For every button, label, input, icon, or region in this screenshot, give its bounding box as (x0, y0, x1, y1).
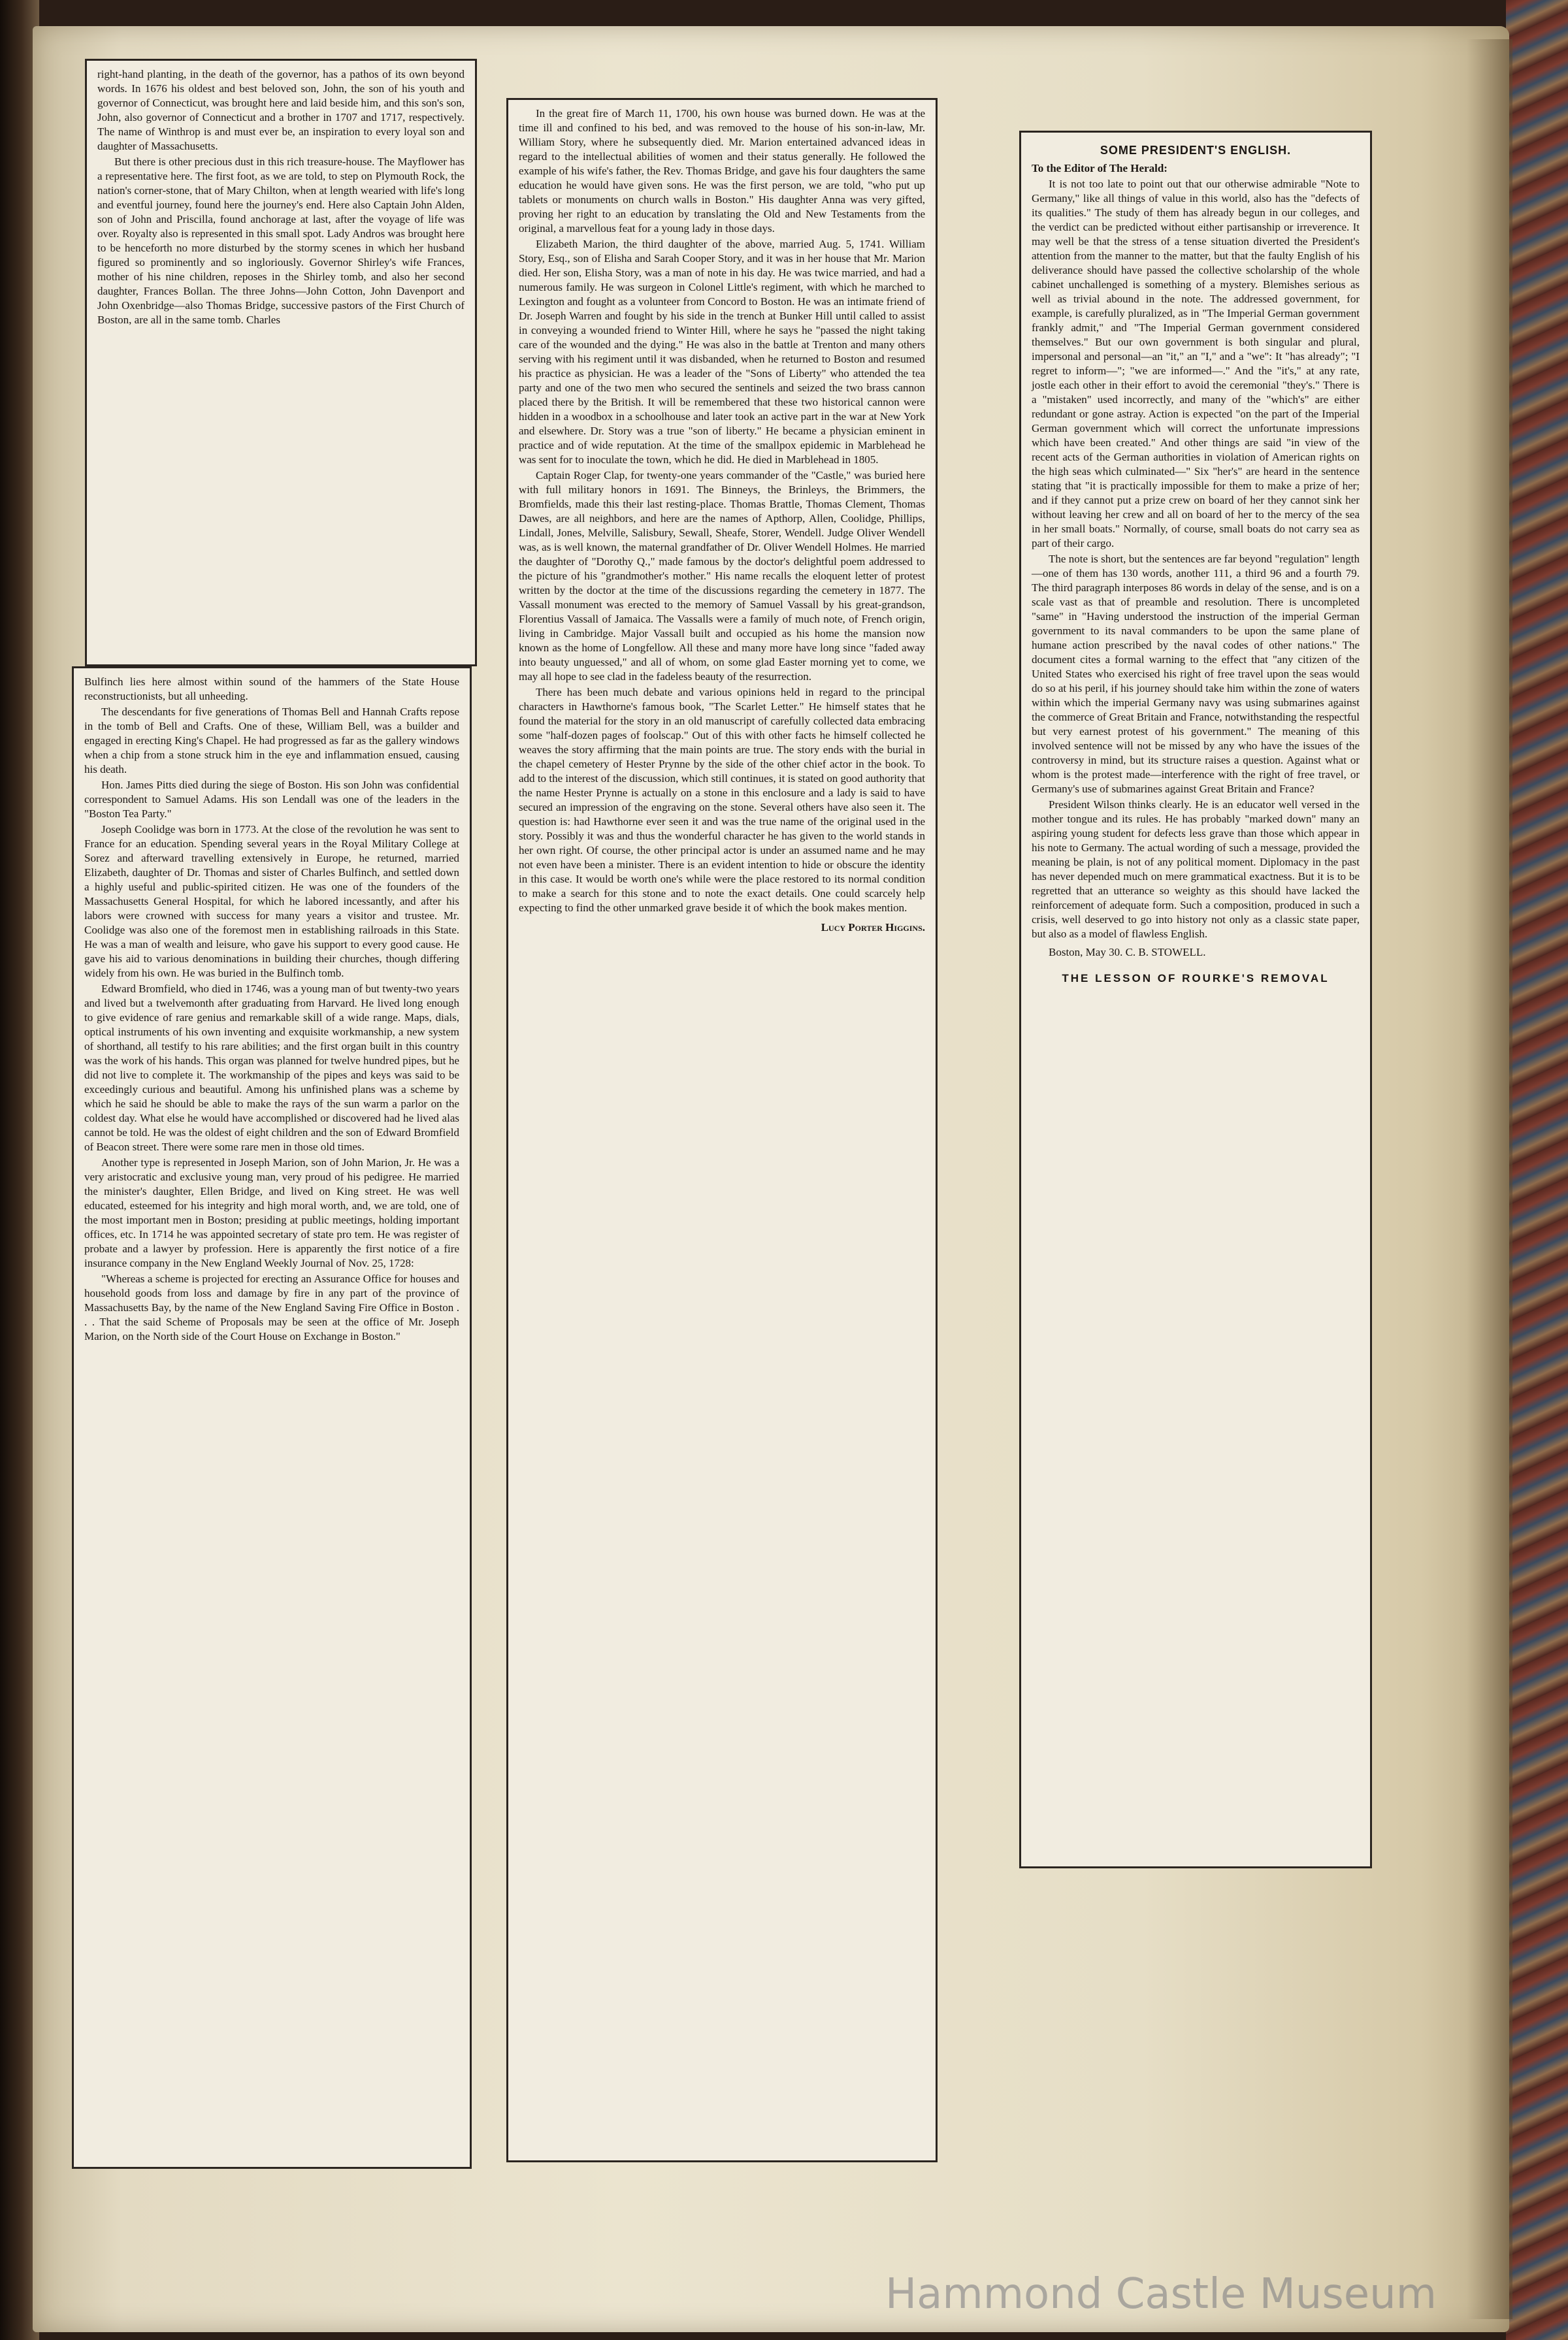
clipping-d-dateline: Boston, May 30. C. B. STOWELL. (1049, 946, 1206, 958)
clipping-d-salutation: To the Editor of The Herald: (1032, 162, 1168, 174)
museum-watermark: Hammond Castle Museum (885, 2270, 1437, 2318)
page-edge-shadow (1467, 39, 1512, 2319)
clipping-bulfinch-column (72, 666, 472, 2169)
clipping-a-paragraph-1: right-hand planting, in the death of the governor, has a pathos of its own beyond words. In 1676 his oldest and best beloved son, John, the son of his youth and governor of Connecticut, was brought here and laid beside him, and this son's son, John, also governor of Connecticut and a brother in 1707 and 1717, respectively. The name of Winthrop is and must ever be, an inspiration to every loyal son and daughter of Massachusetts. (97, 68, 465, 152)
clipping-c-paragraph-2: Elizabeth Marion, the third daughter of the above, married Aug. 5, 1741. William Story, Esq., son of Elisha and Sarah Cooper Story, and it was in her house that Mr. Marion died. Her son, Elisha Story, was a man of note in his day. He was twice married, and had a numerous family. He was surgeon in Colonel Little's regiment, with which he marched to Lexington and fought as a volunteer from Concord to Boston. He was an intimate friend of Dr. Joseph Warren and fought by his side in the trench at Bunker Hill until called to assist in conveying a wounded friend to Winter Hill, where he says he "passed the night taking care of the wounded and the dying." He was also in the battle at Trenton and many others serving with his regiment until it was disbanded, when he returned to Boston and resumed his practice as physician. He was a leader of the "Sons of Liberty" who attended the tea party and one of the two men who secured the sentinels and seized the two brass cannon placed there by the British. It will be remembered that these two historical cannon were hidden in a woodbox in a schoolhouse and later took an active part in the war at New York and elsewhere. Dr. Story was a true "son of liberty." He became a physician eminent in practice and of wide reputation. At the time of the smallpox epidemic in Marblehead he was sent for to inoculate the town, which he did. He died in Marblehead in 1805. (519, 238, 925, 466)
clipping-b-paragraph-4: Joseph Coolidge was born in 1773. At the close of the revolution he was sent to France for an education. Spending several years in the Royal Military College at Sorez and afterward travelling extensively in Europe, he returned, married Elizabeth, daughter of Dr. Thomas and sister of Charles Bulfinch, and settled down a highly useful and public-spirited citizen. He was one of the founders of the Massachusetts General Hospital, for which he labored incessantly, and after his labors were crowned with success for many years a visitor and trustee. Mr. Coolidge was also one of the foremost men in establishing railroads in this State. He was a man of wealth and leisure, who gave his support to every good cause. He gave his aid to various denominations in building their churches, though differing widely from his own. He was buried in the Bulfinch tomb. (84, 823, 459, 979)
clipping-c-paragraph-1: In the great fire of March 11, 1700, his own house was burned down. He was at the time ill and confined to his bed, and was removed to the house of his son-in-law, Mr. William Story, where he subsequently died. Mr. Marion entertained advanced ideas in regard to the intellectual abilities of women and their status generally. He followed the example of his wife's father, the Rev. Thomas Bridge, and gave his four daughters the same education he would have given sons. He was the first person, we are told, "who put up tablets or monuments on church walls in Boston." His daughter Anna was very gifted, proving her right to an education by translating the Old and New Testaments from the original, a marvellous feat for a young lady in those days. (519, 107, 925, 235)
clipping-d-heading: SOME PRESIDENT'S ENGLISH. (1100, 144, 1292, 157)
clipping-b-paragraph-1: Bulfinch lies here almost within sound of the hammers of the State House reconstructionists, but all unheeding. (84, 675, 459, 702)
clipping-winthrop-column (85, 59, 477, 666)
clipping-b-paragraph-6: Another type is represented in Joseph Marion, son of John Marion, Jr. He was a very aristocratic and exclusive young man, very proud of his pedigree. He married the minister's daughter, Ellen Bridge, and lived on King street. He was well educated, esteemed for his integrity and high moral worth, and, we are told, one of the most important men in Boston; presiding at public meetings, holding important offices, etc. In 1714 he was appointed secretary of state pro tem. He was register of probate and a lawyer by profession. Here is apparently the first notice of a fire insurance company in the New England Weekly Journal of Nov. 25, 1728: (84, 1156, 459, 1269)
clipping-d-paragraph-2: The note is short, but the sentences are far beyond "regulation" length—one of them has 130 words, another 111, a third 96 and a fourth 79. The third paragraph interposes 86 words in delay of the sense, and is on a scale vast as that of preamble and resolution. There is uncompleted "same" in "Having understood the instruction of the imperial German government to its naval commanders to be upon the same plane of humane action prescribed by the naval codes of other nations." The document cites a formal warning to the effect that "any citizen of the United States who exercised his right of free travel upon the seas would do so at his peril, if his journey should take him within the zone of waters within which the imperial Germany navy was using submarines against the commerce of Great Britain and France, notwithstanding the respectful but very earnest protest of his government." The meaning of this involved sentence will not be missed by any who have the issues of the controversy in mind, but its structure raises a question. Against what or whom is the protest made—interference with the right of free travel, or Germany's use of submarines against Great Britain and France? (1032, 553, 1360, 795)
clipping-c-paragraph-3: Captain Roger Clap, for twenty-one years commander of the "Castle," was buried here with full military honors in 1691. The Binneys, the Brinleys, the Brimmers, the Bromfields, made this their last resting-place. Thomas Brattle, Thomas Clement, Thomas Dawes, are all neighbors, and here are the names of Apthorp, Allen, Coolidge, Phillips, Lindall, Jones, Melville, Salisbury, Sewall, Sheafe, Storer, Wendell. Judge Oliver Wendell was, as is well known, the maternal grandfather of Dr. Oliver Wendell Holmes. He married the daughter of "Dorothy Q.," made famous by the doctor's delightful poem addressed to the picture of his "grandmother's mother." His name recalls the eloquent letter of protest written by the doctor at the time of the discussions regarding the cemetery in 1877. The Vassall monument was erected to the memory of Samuel Vassall by his great-grandson, Florentius Vassall of Jamaica. The Vassalls were a family of much note, of French origin, living in Cambridge. Major Vassall built and occupied as his home the mansion now known as the home of Longfellow. All these and many more have long since "faded away into beauty unguessed," and all of whom, on some glad Easter morning yet to come, we may all hope to see clad in the fadeless beauty of the resurrection. (519, 469, 925, 683)
clipping-c-signature: Lucy Porter Higgins. (821, 921, 925, 934)
clipping-c-paragraph-4: There has been much debate and various opinions held in regard to the principal characters in Hawthorne's famous book, "The Scarlet Letter." He himself states that he found the material for the story in an old manuscript of carefully collected data embracing some "half-dozen pages of foolscap." Out of this with other facts he himself collected he weaves the story affirming that the main points are true. The story ends with the burial in the chapel cemetery of Hester Prynne by the side of the other chief actor in the book. To add to the interest of the discussion, which still continues, it is stated on good authority that the name Hester Prynne is actually on a stone in this enclosure and a lady is said to have secured an impression of the engraving on the stone. Several others have also seen it. The question is: had Hawthorne ever seen it and was the true name of the original used in the story. Possibly it was and thus the wonderful character he has given to the world stands in her own right. Of course, the other principal actor is under an assumed name and he may not even have been a minister. There is an evident intention to hide or obscure the identity in this case. It would be worth one's while were the place restored to its normal condition to make a search for this stone and to note the exact details. One could scarcely help expecting to find the other unmarked grave beside it of which the book makes mention. (519, 686, 925, 914)
clipping-a-paragraph-2: But there is other precious dust in this rich treasure-house. The Mayflower has a representative here. The first foot, as we are told, to step on Plymouth Rock, the nation's corner-stone, that of Mary Chilton, when at length wearied with life's long and eventful journey, found here the journey's end. Here also Captain John Alden, son of John and Priscilla, found anchorage at last, after the voyage of life was over. Royalty also is represented in this small spot. Lady Andros was brought here to be henceforth no more disturbed by the stormy scenes in which her husband figured so prominently and so ingloriously. Governor Shirley's wife Frances, mother of his nine children, reposes in the Shirley tomb, and also her second daughter, Frances Bollan. The three Johns—John Cotton, John Davenport and John Oxenbridge—also Thomas Bridge, successive pastors of the First Church of Boston, are all in the same tomb. Charles (97, 155, 465, 326)
clipping-d-paragraph-3: President Wilson thinks clearly. He is an educator well versed in the mother tongue and its rules. He has probably "marked down" many an aspiring young student for defects less grave than those which appear in his note to Germany. The actual wording of such a message, provided the meaning be plain, is not of any political moment. Diplomacy in the past has never depended much on mere grammatical exactness. But it is to be regretted that an utterance so weighty as this should have lacked the reinforcement of adequate form. Such a composition, produced in such a crisis, well deserved to go into history not only as a classic state paper, but also as a model of flawless English. (1032, 798, 1360, 940)
clipping-presidents-english (1019, 131, 1372, 1868)
clipping-marion-column (506, 98, 938, 2162)
clipping-d-paragraph-1: It is not too late to point out that our otherwise admirable "Note to Germany," like all things of value in this world, also has the "defects of its qualities." The study of them has already begun in our colleges, and the verdict can be predicted without either partisanship or irreverence. It may well be that the stress of a tense situation diverted the President's attention from the manner to the matter, but that the faulty English of his deliverance should have passed the collective scholarship of the whole cabinet unchallenged is something of a mystery. Blemishes serious as well as trivial abound in the note. The addressed government, for example, is carefully pluralized, as in "The Imperial German government frankly admit," and "The Imperial German government considered themselves." But our own government is both singular and plural, impersonal and personal—an "it," an "I," and a "we": It "has already"; "I regret to inform—"; "we are informed—." And the "it's," at any rate, jostle each other in their effort to avoid the ceremonial "they's." There is a "mistaken" used incorrectly, and many of the "which's" are either redundant or gone astray. Action is expected "on the part of the Imperial German government which will correct the unfortunate impressions which have been created." And other things are said "in view of the recent acts of the German authorities in violation of American rights on the high seas which culminated—" Six "her's" are heard in the sentence stating that "it is practically impossible for them to make a prize of her; and if they cannot put a prize crew on board of her they cannot sink her without leaving her crew and all on board of her to the mercy of the sea in her small boats." Normally, of course, small boats do not carry sea as part of their cargo. (1032, 178, 1360, 549)
clipping-d-next-heading: THE LESSON OF ROURKE'S REMOVAL (1062, 972, 1330, 984)
marbled-edge (1506, 0, 1568, 2340)
clipping-b-paragraph-5: Edward Bromfield, who died in 1746, was a young man of but twenty-two years and lived but a twelvemonth after graduating from Harvard. He lived long enough to give evidence of rare genius and remarkable skill of a wide range. Maps, dials, optical instruments of his own inventing and exquisite workmanship, a new system of shorthand, all testify to his rare abilities; and the first organ built in this country was the work of his hands. This organ was planned for twelve hundred pipes, but he did not live to complete it. The workmanship of the pipes and keys was said to be exceedingly curious and beautiful. Among his unfinished plans was a scheme by which he said he should be able to make the rays of the sun warm a parlor on the coldest day. What else he would have accomplished or discovered had he lived alas cannot be told. He was the oldest of eight children and the son of Edward Bromfield of Beacon street. There were some rare men in those old times. (84, 983, 459, 1153)
clipping-b-paragraph-7: "Whereas a scheme is projected for erecting an Assurance Office for houses and household goods from loss and damage by fire in any part of the province of Massachusetts Bay, by the name of the New England Saving Fire Office in Boston . . . That the said Scheme of Proposals may be seen at the office of Mr. Joseph Marion, on the North side of the Court House on Exchange in Boston." (84, 1273, 459, 1342)
clipping-b-paragraph-2: The descendants for five generations of Thomas Bell and Hannah Crafts repose in the tomb of Bell and Crafts. One of these, William Bell, was a builder and engaged in erecting King's Chapel. He had progressed as far as the gallery windows when a chip from a stone struck him in the eye and inflammation ensued, causing his death. (84, 706, 459, 775)
clipping-b-paragraph-3: Hon. James Pitts died during the siege of Boston. His son John was confidential correspondent to Samuel Adams. His son Lendall was one of the leaders in the "Boston Tea Party." (84, 779, 459, 820)
